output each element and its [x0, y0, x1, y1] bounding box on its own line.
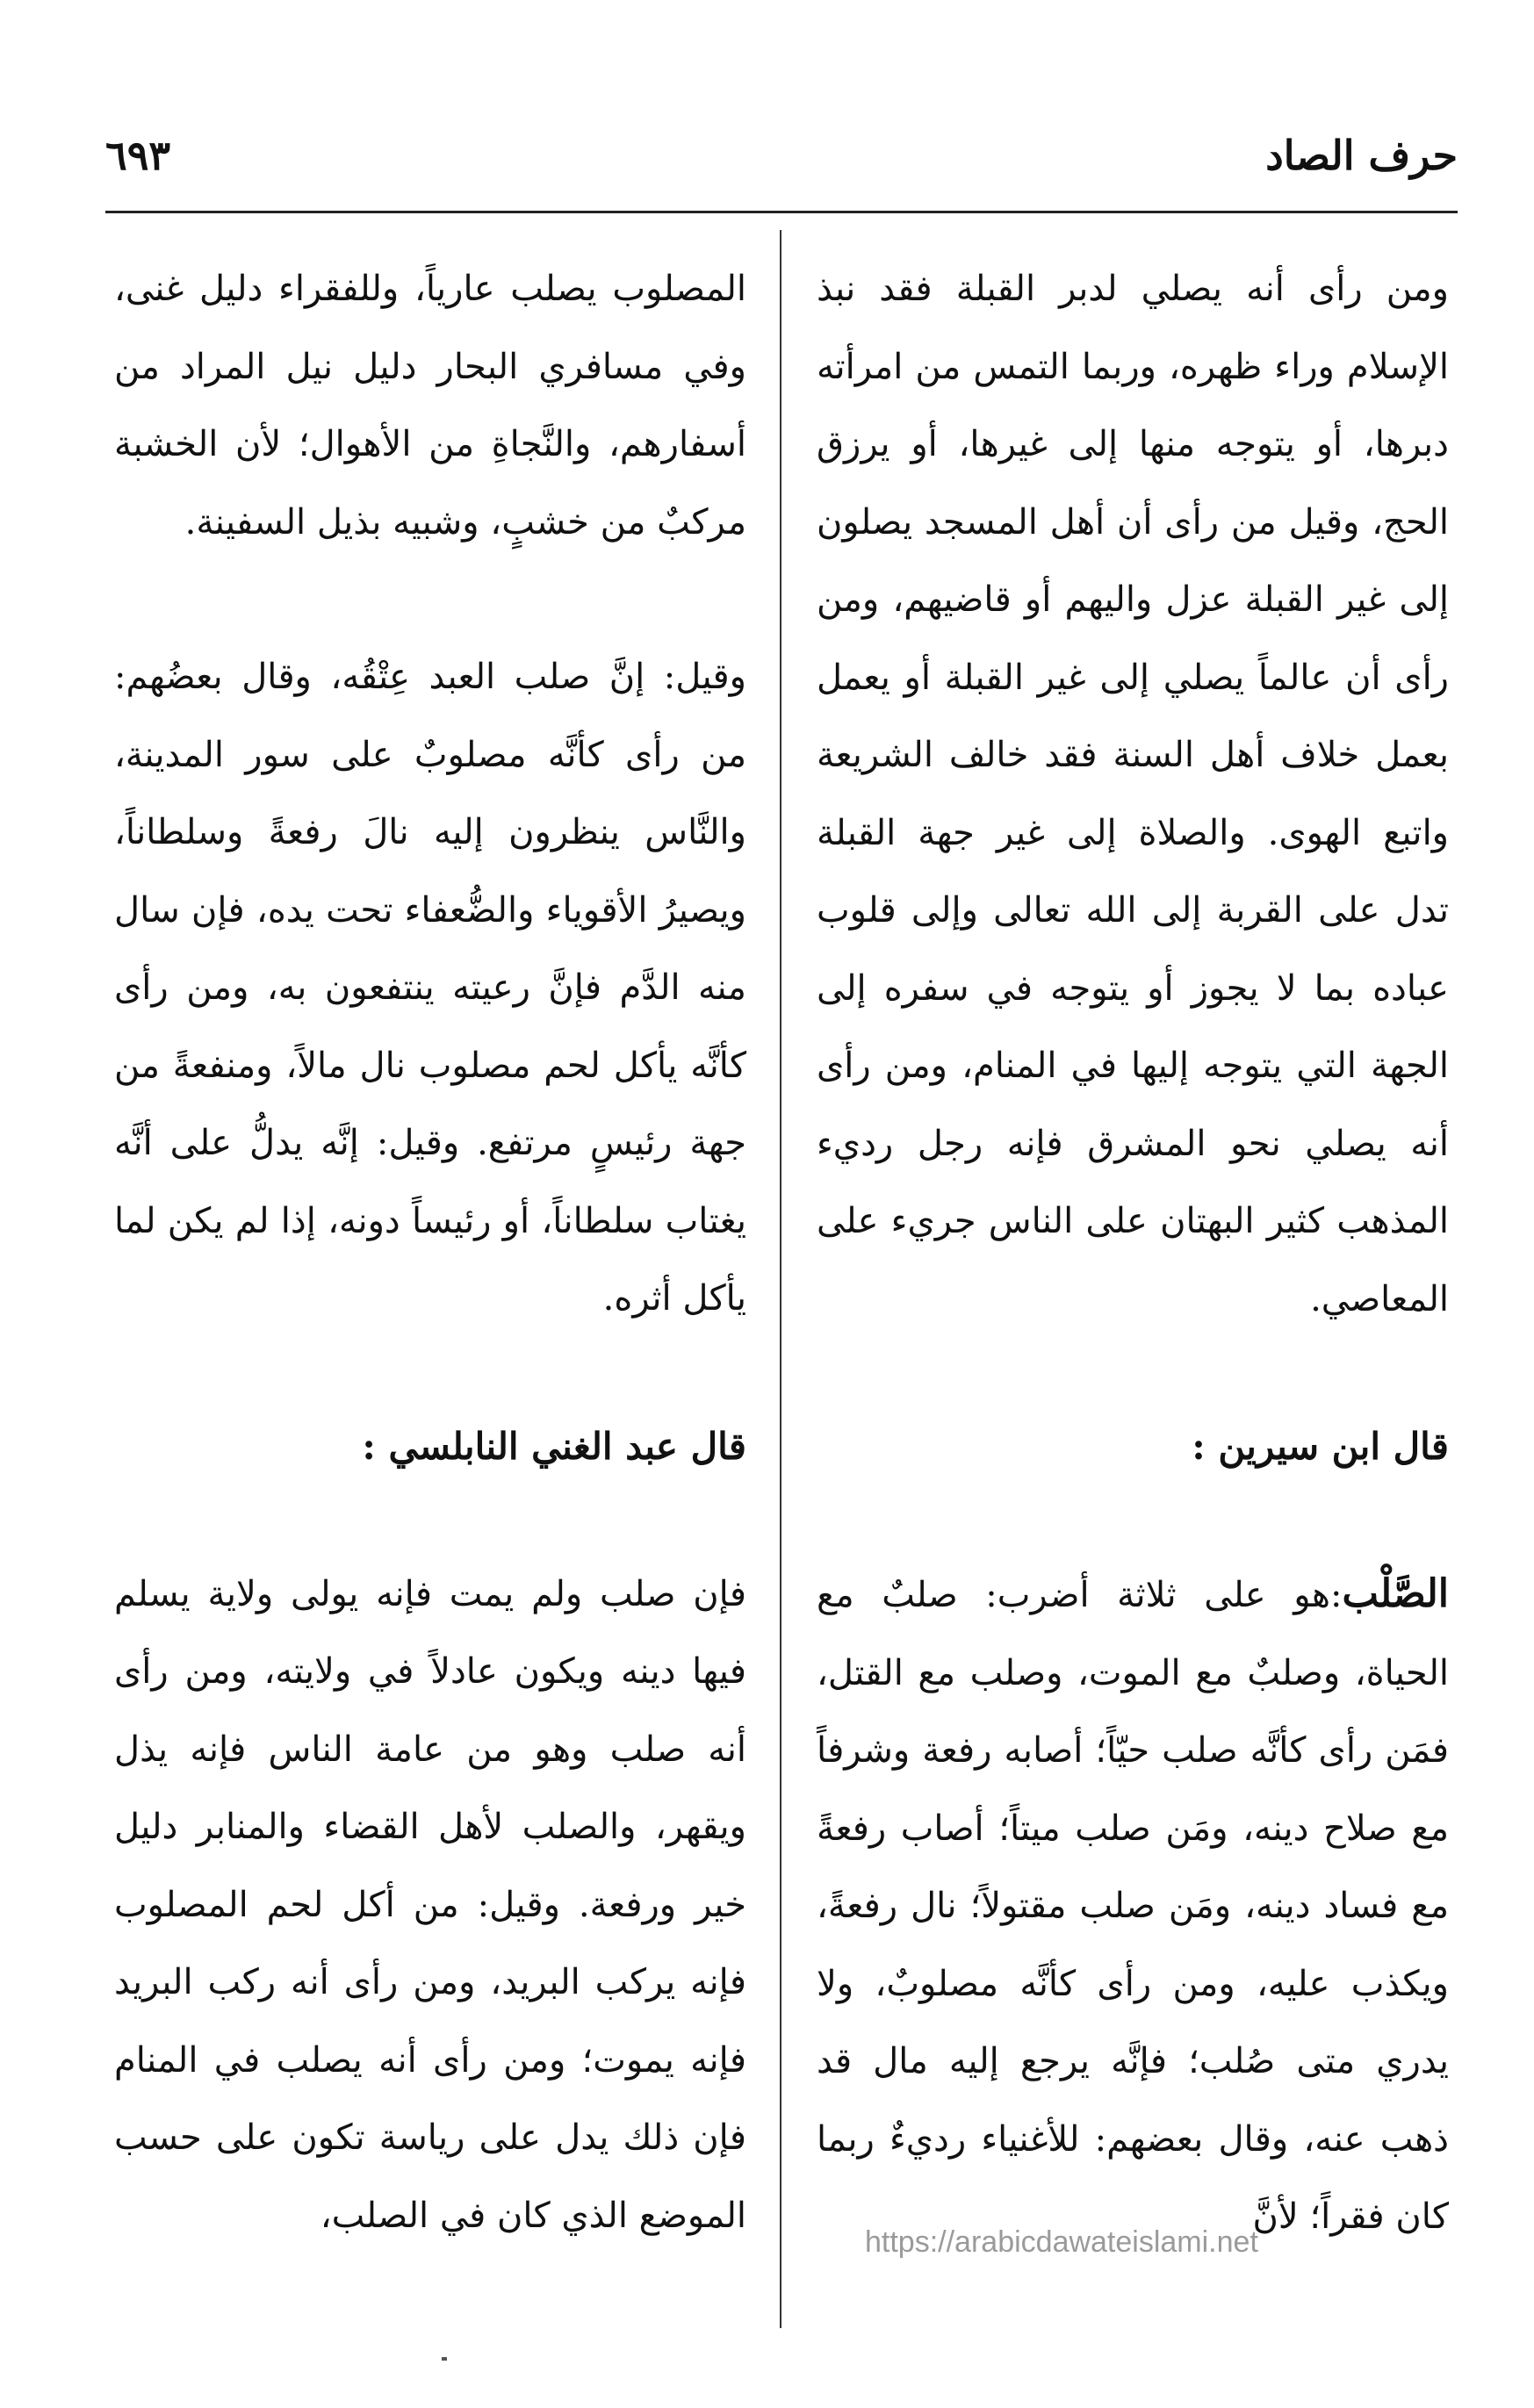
paragraph: وقيل: إنَّ صلب العبد عِتْقُه، وقال بعضُهم: من رأى كأنَّه مصلوبٌ على سور المدينة، والنَّاس ينظرون إليه نالَ رفعةً وسلطاناً، ويصيرُ الأقوياء والضُّعفاء تحت يده، فإن سال منه الدَّم فإنَّ رعيته ينتفعون به، ومن رأى كأنَّه يأكل لحم مصلوب نال مالاً، ومنفعةً من جهة رئيسٍ مرتفع. وقيل: إنَّه يدلُّ على أنَّه يغتاب سلطاناً، أو رئيساً دونه، إذا لم يكن لما يأكل أثره. [114, 657, 746, 1319]
left-column [114, 250, 746, 2254]
page-number: ٦٩٣ [105, 132, 171, 179]
section-heading: قال ابن سيرين : [1192, 1425, 1449, 1468]
paragraph [817, 1556, 1449, 2256]
paragraph: ومن رأى أنه يصلي لدبر القبلة فقد نبذ الإسلام وراء ظهره، وربما التمس من امرأته دبرها، أو يتوجه منها إلى غيرها، أو يرزق الحج، وقيل من رأى أن أهل المسجد يصلون إلى غير القبلة عزل واليهم أو قاضيهم، ومن رأى أن عالماً يصلي إلى غير القبلة أو يعمل بعمل خلاف أهل السنة فقد خالف الشريعة واتبع الهوى. والصلاة إلى غير جهة القبلة تدل على القربة إلى الله تعالى وإلى قلوب عباده بما لا يجوز أو يتوجه في سفره إلى الجهة التي يتوجه إليها في المنام، ومن رأى أنه يصلي نحو المشرق فإنه رجل رديء المذهب كثير البهتان على الناس جريء على المعاصي. [817, 269, 1449, 1319]
running-title: حرف الصاد [1265, 132, 1458, 179]
column-divider [780, 230, 781, 2328]
right-column [817, 250, 1449, 2256]
header-rule [105, 211, 1458, 213]
paragraph: فإن صلب ولم يمت فإنه يولى ولاية يسلم فيها دينه ويكون عادلاً في ولايته، ومن رأى أنه صلب وهو من عامة الناس فإنه يذل ويقهر، والصلب لأهل القضاء والمنابر دليل خير ورفعة. وقيل: من أكل لحم المصلوب فإنه يركب البريد، ومن رأى أنه ركب البريد فإنه يموت؛ ومن رأى أنه يصلب في المنام فإن ذلك يدل على رياسة تكون على حسب الموضع الذي كان في الصلب، [114, 1573, 746, 2236]
page-header [105, 132, 1458, 202]
entry-text: :هو على ثلاثة أضرب: صلبٌ مع الحياة، وصلبٌ مع الموت، وصلب مع القتل، فمَن رأى كأنَّه صلب حيّاً؛ أصابه رفعة وشرفاً مع صلاح دينه، ومَن صلب ميتاً؛ أصاب رفعةً مع فساد دينه، ومَن صلب مقتولاً؛ نال رفعةً، ويكذب عليه، ومن رأى كأنَّه مصلوبٌ، ولا يدري متى صُلب؛ فإنَّه يرجع إليه مال قد ذهب عنه، وقال بعضهم: للأغنياء رديءٌ ربما كان فقراً؛ لأنَّ [817, 1575, 1449, 2237]
footer-mark [442, 2357, 447, 2361]
entry-term: الصَّلْب [1342, 1571, 1449, 1616]
section-heading: قال عبد الغني النابلسي : [362, 1424, 746, 1468]
paragraph: المصلوب يصلب عارياً، وللفقراء دليل غنى، وفي مسافري البحار دليل نيل المراد من أسفارهم، والنَّجاةِ من الأهوال؛ لأن الخشبة مركبٌ من خشبٍ، وشبيه بذيل السفينة. [114, 269, 746, 543]
watermark: https://arabicdawateislami.net [865, 2225, 1258, 2259]
